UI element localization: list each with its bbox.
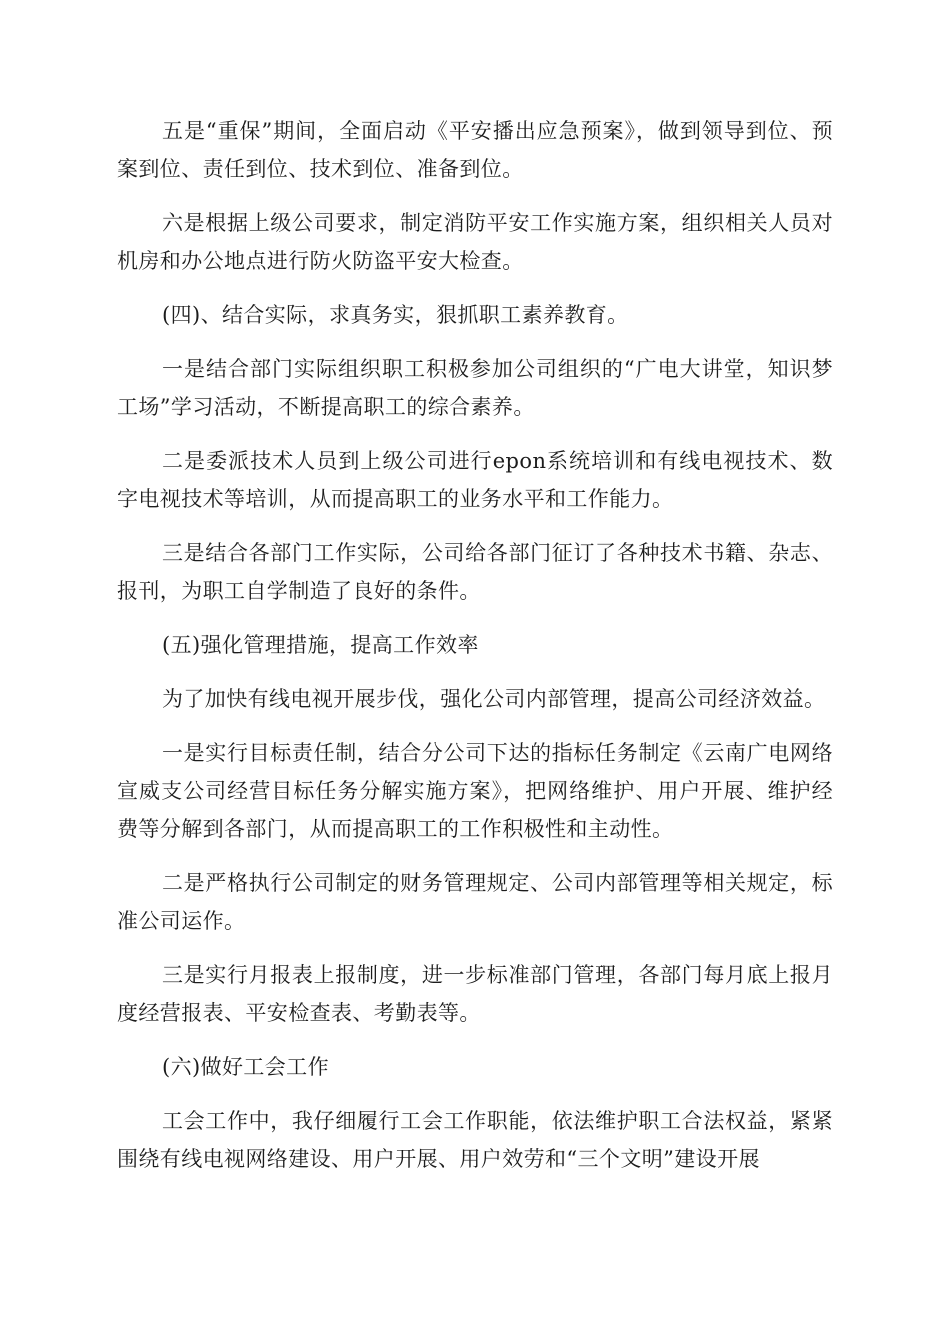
paragraph-technical-training: 二是委派技术人员到上级公司进行epon系统培训和有线电视技术、数字电视技术等培训，从而提高职工的业务水平和工作能力。 xyxy=(117,449,833,511)
paragraph-books-subscription: 三是结合各部门工作实际，公司给各部门征订了各种技术书籍、杂志、报刊，为职工自学制造了良好的条件。 xyxy=(117,541,833,603)
paragraph-6-fire-safety: 六是根据上级公司要求，制定消防平安工作实施方案，组织相关人员对机房和办公地点进行防火防盗平安大检查。 xyxy=(117,211,833,273)
section-heading-6: (六)做好工会工作 xyxy=(162,1055,329,1079)
paragraph-management-intro: 为了加快有线电视开展步伐，强化公司内部管理，提高公司经济效益。 xyxy=(162,687,826,711)
paragraph-lecture-activity: 一是结合部门实际组织职工积极参加公司组织的“广电大讲堂，知识梦工场”学习活动，不断提高职工的综合素养。 xyxy=(117,357,833,419)
paragraph-5-emergency-plan: 五是“重保”期间，全面启动《平安播出应急预案》，做到领导到位、预案到位、责任到位、技术到位、准备到位。 xyxy=(117,119,833,181)
paragraph-financial-rules: 二是严格执行公司制定的财务管理规定、公司内部管理等相关规定，标准公司运作。 xyxy=(117,871,833,933)
paragraph-union-work: 工会工作中，我仔细履行工会工作职能，依法维护职工合法权益，紧紧围绕有线电视网络建设、用户开展、用户效劳和“三个文明”建设开展 xyxy=(117,1109,833,1171)
section-heading-4: (四)、结合实际，求真务实，狠抓职工素养教育。 xyxy=(162,303,629,327)
section-heading-5: (五)强化管理措施，提高工作效率 xyxy=(162,633,479,657)
paragraph-target-responsibility: 一是实行目标责任制，结合分公司下达的指标任务制定《云南广电网络宣威支公司经营目标任务分解实施方案》，把网络维护、用户开展、维护经费等分解到各部门，从而提高职工的工作积极性和主动性。 xyxy=(117,741,833,841)
document-body xyxy=(117,112,833,1194)
paragraph-monthly-reports: 三是实行月报表上报制度，进一步标准部门管理，各部门每月底上报月度经营报表、平安检查表、考勤表等。 xyxy=(117,963,833,1025)
